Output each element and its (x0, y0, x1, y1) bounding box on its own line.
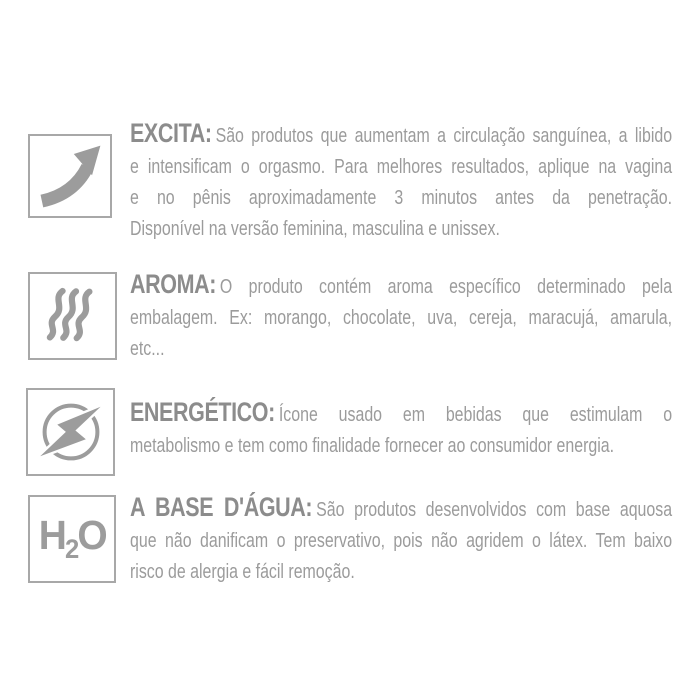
aroma-icon-box (28, 272, 117, 360)
text-line: etc... (130, 338, 165, 360)
h2o-letter-o: O (77, 512, 106, 558)
body-text: Ícone usado em bebidas que estimulam o (278, 404, 673, 426)
growth-arrow-icon (32, 138, 108, 214)
text-line: e intensificam o orgasmo. Para melhores resultados, aplique na vagina (130, 156, 673, 178)
text-line (130, 269, 672, 303)
water-base-icon (38, 512, 106, 564)
text-line: embalagem. Ex: morango, chocolate, uva, cereja, maracujá, amarula, (130, 307, 673, 329)
section-energetico (130, 397, 672, 462)
section-heading: EXCITA: (130, 118, 212, 148)
body-text: São produtos desenvolvidos com base aquosa (316, 499, 673, 521)
excita-icon-box (28, 134, 112, 218)
section-aroma (130, 269, 672, 365)
text-line: e no pênis aproximadamente 3 minutos antes da penetração. (130, 187, 673, 209)
text-line (130, 118, 672, 152)
aroma-waves-icon (34, 277, 112, 355)
section-heading: A BASE D'ÁGUA: (130, 492, 313, 522)
section-heading: AROMA: (130, 269, 216, 299)
h2o-letter-h: H (38, 512, 65, 558)
h2o-subscript-2: 2 (64, 534, 78, 564)
section-agua (130, 492, 672, 588)
text-line (130, 397, 672, 431)
text-line: Disponível na versão feminina, masculina e unissex. (130, 218, 500, 240)
text-line (130, 492, 672, 526)
energy-bolt-icon (31, 392, 111, 472)
text-line: que não danificam o preservativo, pois não agridem o látex. Tem baixo (130, 530, 673, 552)
agua-icon-box (28, 495, 116, 583)
body-text: O produto contém aroma específico determinado pela (219, 276, 673, 298)
section-heading: ENERGÉTICO: (130, 397, 275, 427)
section-excita (130, 118, 672, 245)
text-line: risco de alergia e fácil remoção. (130, 561, 355, 583)
text-line: metabolismo e tem como finalidade fornecer ao consumidor energia. (130, 435, 615, 457)
body-text: São produtos que aumentam a circulação sanguínea, a libido (215, 125, 673, 147)
energetico-icon-box (26, 388, 115, 476)
